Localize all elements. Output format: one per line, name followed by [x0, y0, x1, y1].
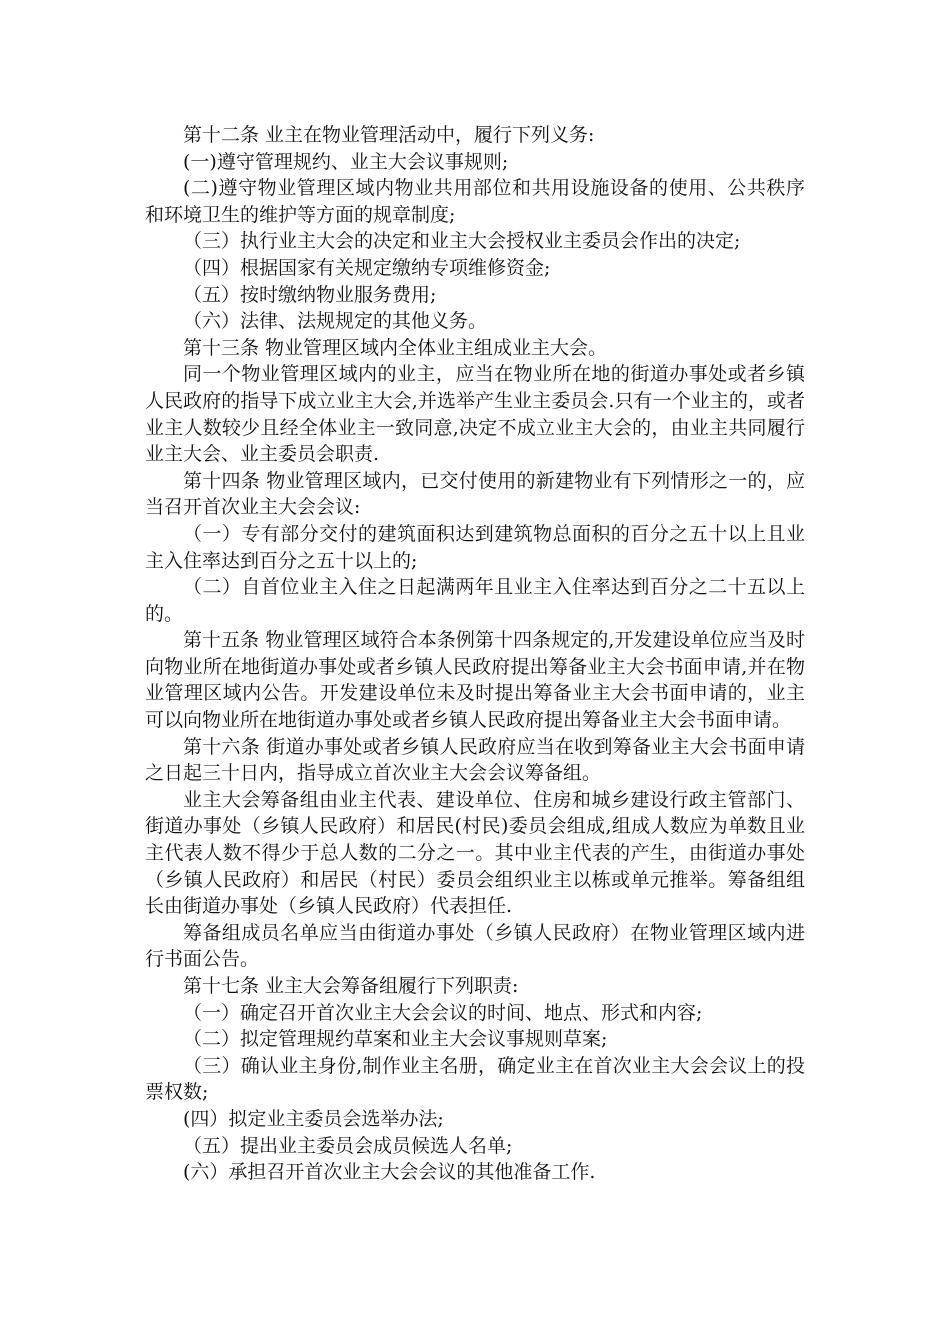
article-17-item-6: (六）承担召开首次业主大会会议的其他准备工作.	[183, 1161, 596, 1184]
article-14-item-1: （一）专有部分交付的建筑面积达到建筑物总面积的百分之五十以上且业主入住率达到百分之五十以上的;	[145, 522, 805, 572]
article-12-heading: 第十二条 业主在物业管理活动中，履行下列义务:	[183, 124, 595, 146]
article-16-committee: 业主大会筹备组由业主代表、建设单位、住房和城乡建设行政主管部门、街道办事处（乡镇人民政府）和居民(村民)委员会组成,组成人数应为单数且业主代表人数不得少于总人数的二分之一。其中业主代表的产生，由街道办事处（乡镇人民政府）和居民（村民）委员会组织业主以栋或单元推举。筹备组组长由街道办事处（乡镇人民政府）代表担任.	[145, 788, 805, 918]
article-12-item-5: （五）按时缴纳物业服务费用;	[183, 283, 437, 306]
article-14-item-2: （二）自首位业主入住之日起满两年且业主入住率达到百分之二十五以上的。	[145, 576, 805, 625]
article-15-body: 第十五条 物业管理区域符合本条例第十四条规定的,开发建设单位应当及时向物业所在地街道办事处或者乡镇人民政府提出筹备业主大会书面申请,并在物业管理区域内公告。开发建设单位未及时提出筹备业主大会书面申请的，业主可以向物业所在地街道办事处或者乡镇人民政府提出筹备业主大会书面申请。	[145, 629, 805, 732]
article-17-heading: 第十七条 业主大会筹备组履行下列职责:	[183, 975, 519, 997]
document-body	[145, 122, 805, 1186]
article-12-item-6: （六）法律、法规规定的其他义务。	[183, 310, 488, 333]
article-17-item-5: （五）提出业主委员会成员候选人名单;	[183, 1134, 513, 1157]
article-16-body: 第十六条 街道办事处或者乡镇人民政府应当在收到筹备业主大会书面申请之日起三十日内，指导成立首次业主大会会议筹备组。	[145, 735, 805, 785]
article-12-item-2: (二)遵守物业管理区域内物业共用部位和共用设施设备的使用、公共秩序和环境卫生的维护等方面的规章制度;	[145, 177, 805, 226]
article-13-heading: 第十三条 物业管理区域内全体业主组成业主大会。	[183, 336, 608, 359]
article-17-item-2: （二）拟定管理规约草案和业主大会议事规则草案;	[183, 1028, 608, 1051]
article-14-heading: 第十四条 物业管理区域内，已交付使用的新建物业有下列情形之一的，应当召开首次业主大会会议:	[145, 469, 805, 519]
article-12-item-3: （三）执行业主大会的决定和业主大会授权业主委员会作出的决定;	[183, 230, 741, 253]
article-17-item-3: （三）确认业主身份,制作业主名册，确定业主在首次业主大会会议上的投票权数;	[145, 1054, 805, 1104]
article-12-item-4: （四）根据国家有关规定缴纳专项维修资金;	[183, 256, 551, 279]
article-17-item-4: (四）拟定业主委员会选举办法;	[183, 1107, 444, 1130]
article-13-body: 同一个物业管理区域内的业主，应当在物业所在地的街道办事处或者乡镇人民政府的指导下成立业主大会,并选举产生业主委员会.只有一个业主的，或者业主人数较少且经全体业主一致同意,决定不成立业主大会的，由业主共同履行业主大会、业主委员会职责.	[145, 363, 805, 466]
article-12-item-1: (一)遵守管理规约、业主大会议事规则;	[183, 150, 509, 173]
article-16-announcement: 筹备组成员名单应当由街道办事处（乡镇人民政府）在物业管理区域内进行书面公告。	[145, 921, 805, 971]
article-17-item-1: （一）确定召开首次业主大会会议的时间、地点、形式和内容;	[183, 1001, 703, 1024]
